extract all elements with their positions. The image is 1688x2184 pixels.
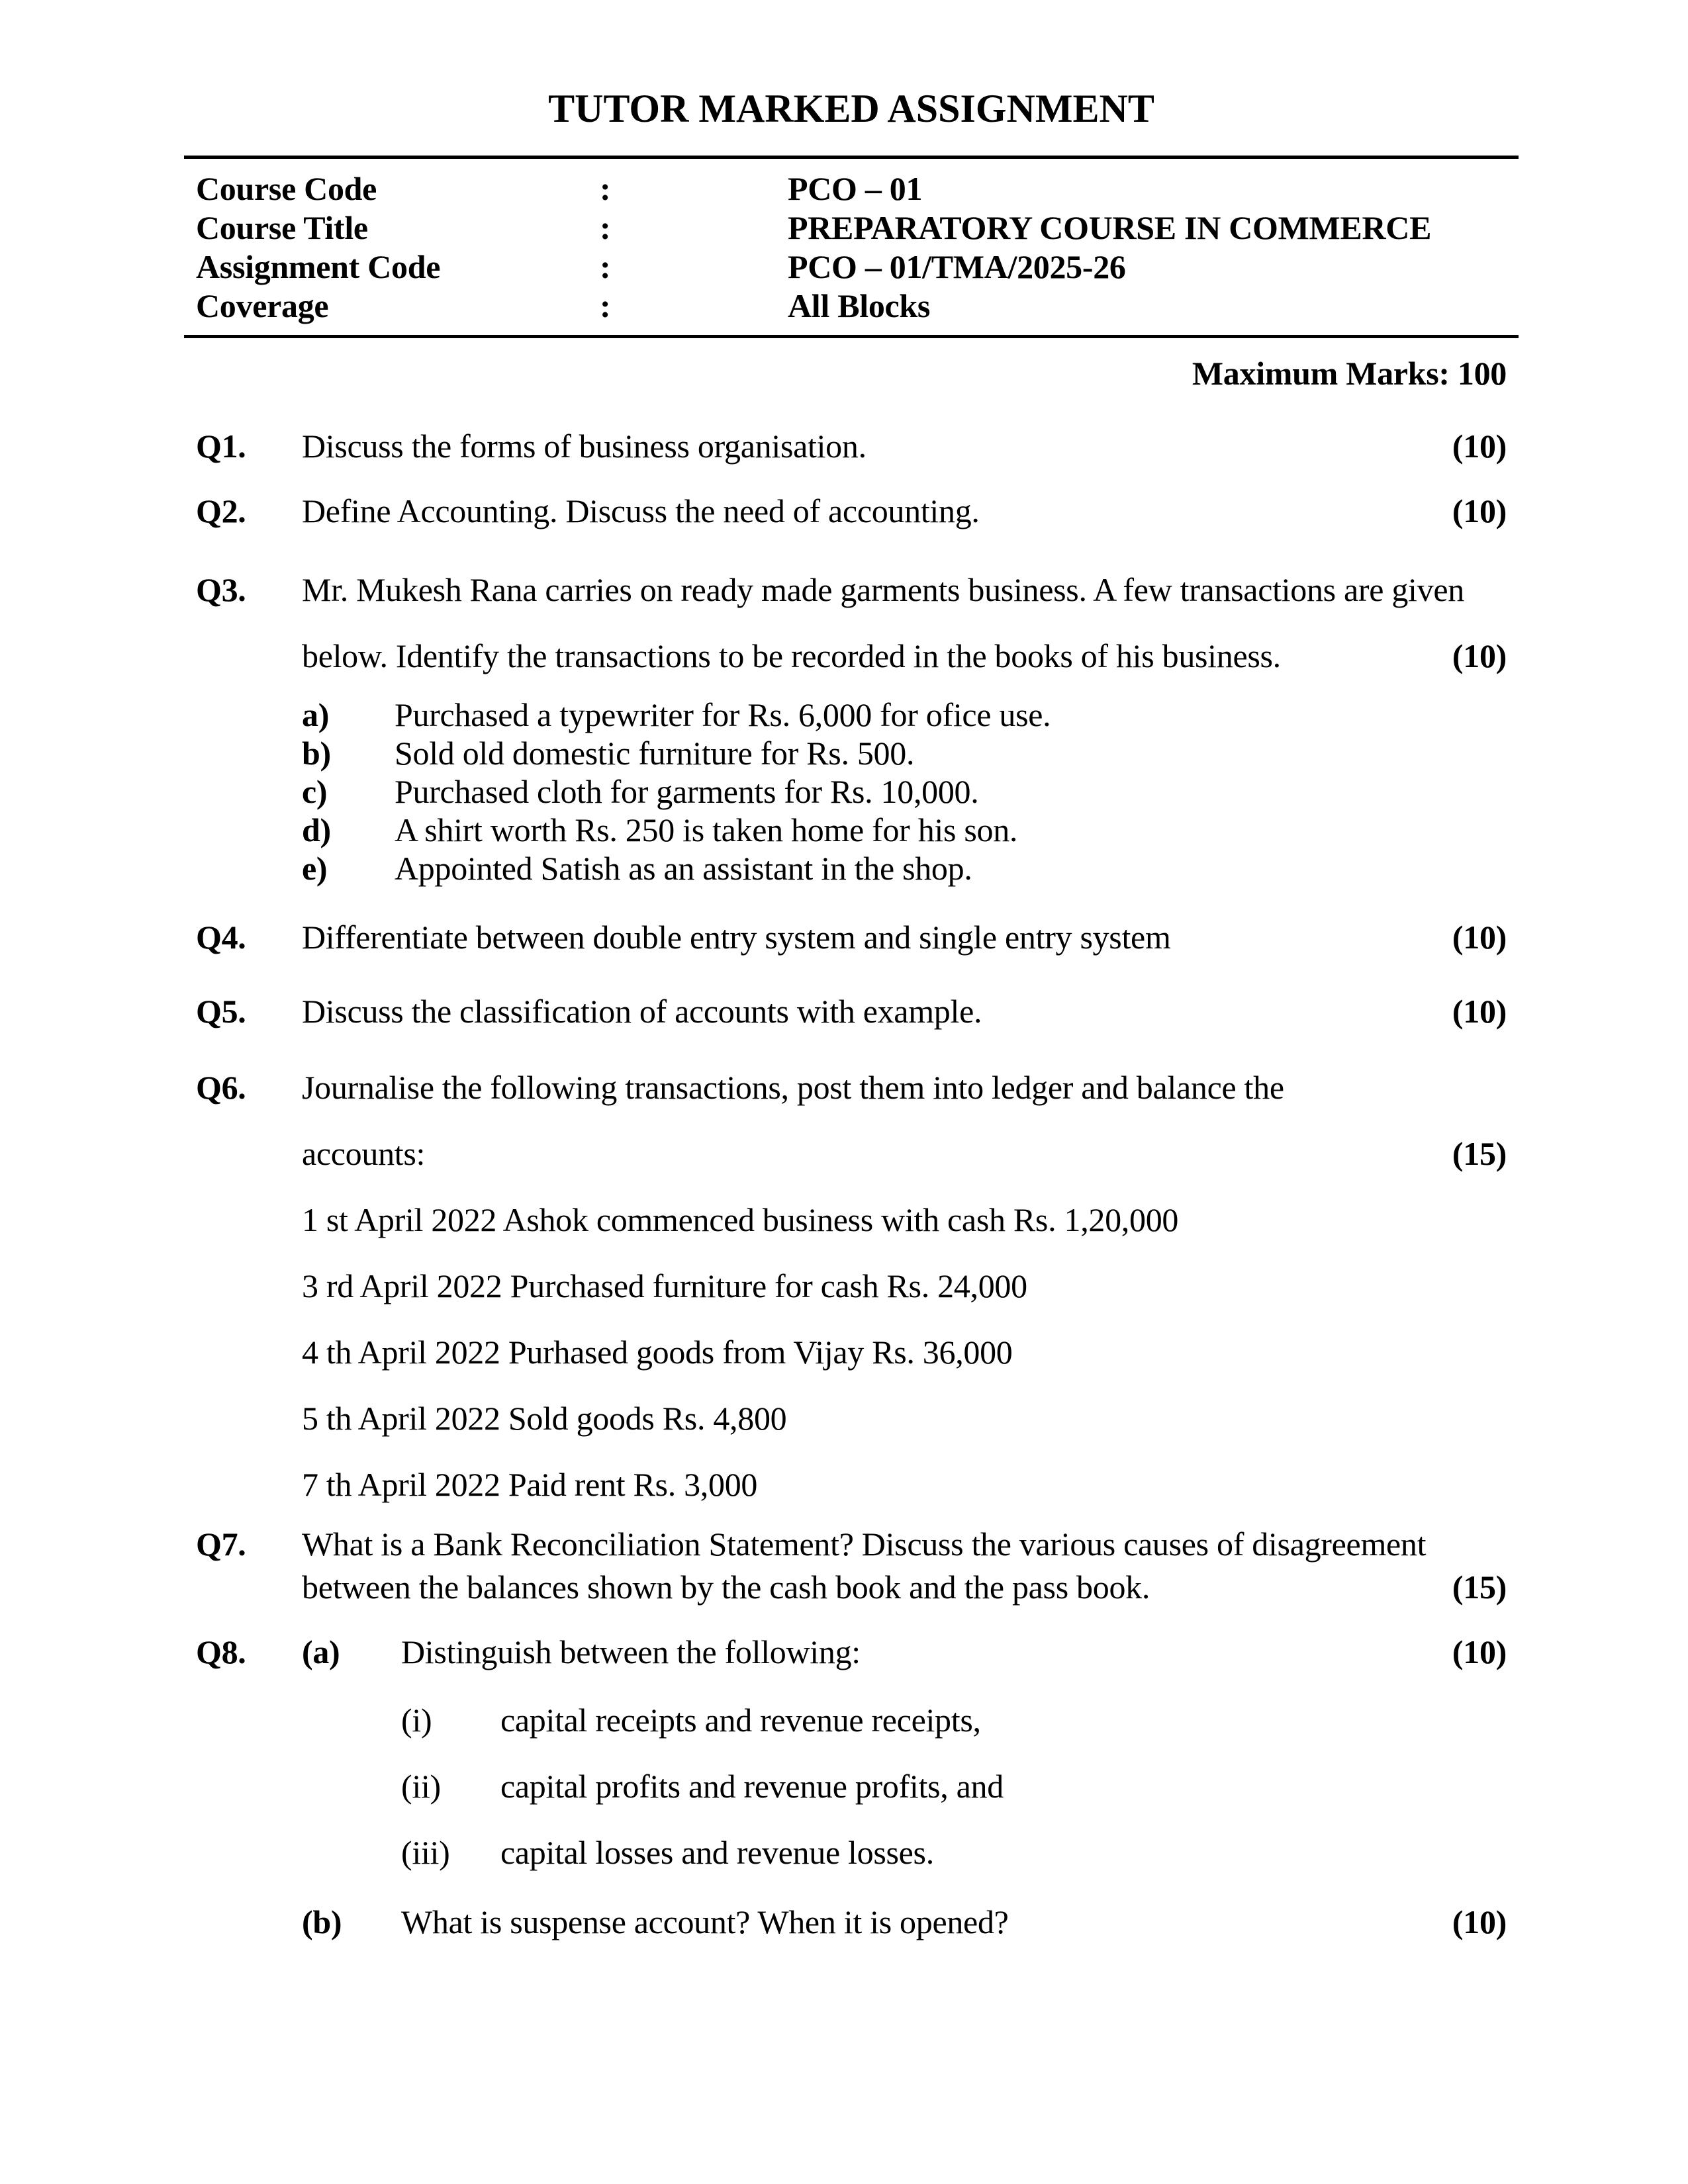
part-text: What is suspense account? When it is opened? [401,1903,1009,1940]
question-q4 [196,918,1507,956]
transaction-line: 4 th April 2022 Purhased goods from Vijay Rs. 36,000 [302,1334,1013,1371]
course-info-table [196,169,1507,326]
part-text: Distinguish between the following: [401,1633,861,1670]
sub-item-label: c) [302,773,328,810]
roman-label: (ii) [401,1768,441,1805]
question-text [302,918,1407,956]
part-marks: (10) [1452,1633,1507,1670]
question-text [302,492,1407,530]
question-line: accounts: [302,1135,426,1172]
header-value: PREPARATORY COURSE IN COMMERCE [788,209,1432,246]
question-q3 [196,557,1507,887]
transaction-line: 5 th April 2022 Sold goods Rs. 4,800 [302,1400,787,1437]
question-marks: (10) [1452,993,1507,1030]
transaction-line: 3 rd April 2022 Purchased furniture for cash Rs. 24,000 [302,1267,1027,1304]
question-text [302,1523,1507,1609]
question-part-b [302,1903,1507,1941]
question-line: What is a Bank Reconciliation Statement? Discuss the various causes of disagreement [302,1525,1427,1563]
header-colon: : [600,170,611,207]
question-label: Q2. [196,492,246,529]
question-part-a [302,1633,1507,1886]
question-text [302,427,1407,465]
question-line: Discuss the forms of business organisation. [302,428,867,465]
sub-item [302,849,1507,887]
document-title: TUTOR MARKED ASSIGNMENT [548,87,1154,130]
sub-item-label: d) [302,811,331,848]
header-colon: : [600,287,611,324]
sub-item-text: Appointed Satish as an assistant in the shop. [395,850,972,887]
header-colon: : [600,248,611,285]
transaction-line: 1 st April 2022 Ashok commenced business with cash Rs. 1,20,000 [302,1201,1179,1238]
question-marks: (10) [1452,492,1507,529]
question-line: Mr. Mukesh Rana carries on ready made garments business. A few transactions are given [302,571,1464,608]
header-label: Course Code [196,170,377,207]
question-q5 [196,992,1507,1030]
roman-label: (iii) [401,1834,450,1871]
question-marks: (10) [1452,637,1507,674]
header-rule-top [184,156,1519,159]
roman-item-list [401,1687,1507,1886]
question-q8 [196,1633,1507,1941]
roman-text: capital profits and revenue profits, and [500,1768,1004,1805]
part-marks: (10) [1452,1903,1507,1940]
sub-item [302,811,1507,849]
question-label: Q8. [196,1633,246,1670]
sub-item-text: A shirt worth Rs. 250 is taken home for his son. [395,811,1018,848]
question-parts [302,1633,1507,1941]
question-line: Differentiate between double entry system and single entry system [302,919,1171,956]
transaction-line: 7 th April 2022 Paid rent Rs. 3,000 [302,1466,758,1503]
question-label: Q5. [196,993,246,1030]
sub-item-label: e) [302,850,328,887]
question-text [302,1054,1407,1187]
sub-item-text: Purchased a typewriter for Rs. 6,000 for ofice use. [395,696,1051,733]
question-q1 [196,427,1507,465]
sub-item [302,772,1507,811]
question-line: Discuss the classification of accounts with example. [302,993,982,1030]
question-label: Q6. [196,1069,246,1106]
roman-item [401,1819,1507,1886]
roman-text: capital losses and revenue losses. [500,1834,934,1871]
header-row-coverage [196,287,1507,326]
roman-item [401,1753,1507,1819]
sub-item [302,734,1507,772]
question-line: between the balances shown by the cash book and the pass book. [302,1569,1150,1606]
question-line: Define Accounting. Discuss the need of accounting. [302,492,980,529]
header-value: All Blocks [788,287,931,324]
header-colon: : [600,209,611,246]
question-text [302,557,1507,689]
question-q7 [196,1523,1507,1609]
question-marks: (15) [1452,1569,1507,1606]
part-label: (a) [302,1633,340,1670]
sub-item-label: b) [302,735,331,772]
question-label: Q4. [196,919,246,956]
roman-label: (i) [401,1702,432,1739]
question-text [302,992,1407,1030]
question-line: Journalise the following transactions, post them into ledger and balance the [302,1069,1284,1106]
header-rule-bottom [184,335,1519,338]
question-marks: (10) [1452,919,1507,956]
header-value: PCO – 01/TMA/2025-26 [788,248,1126,285]
part-label: (b) [302,1903,342,1940]
question-marks: (15) [1452,1135,1507,1172]
sub-item-label: a) [302,696,330,733]
roman-text: capital receipts and revenue receipts, [500,1702,981,1739]
maximum-marks: Maximum Marks: 100 [1192,355,1507,392]
sub-item [302,696,1507,734]
question-marks: (10) [1452,428,1507,465]
question-label: Q7. [196,1525,246,1563]
sub-item-text: Sold old domestic furniture for Rs. 500. [395,735,915,772]
question-label: Q1. [196,428,246,465]
question-line: below. Identify the transactions to be recorded in the books of his business. [302,637,1281,674]
question-sub-items [302,696,1507,887]
sub-item-text: Purchased cloth for garments for Rs. 10,000. [395,773,979,810]
header-row-assignment-code [196,248,1507,287]
header-row-course-title [196,208,1507,248]
header-value: PCO – 01 [788,170,923,207]
header-row-course-code [196,169,1507,208]
question-q2 [196,492,1507,530]
header-label: Course Title [196,209,368,246]
question-label: Q3. [196,571,246,608]
transaction-list [302,1187,1507,1518]
question-q6 [196,1054,1507,1518]
roman-item [401,1687,1507,1753]
header-label: Coverage [196,287,329,324]
header-label: Assignment Code [196,248,441,285]
